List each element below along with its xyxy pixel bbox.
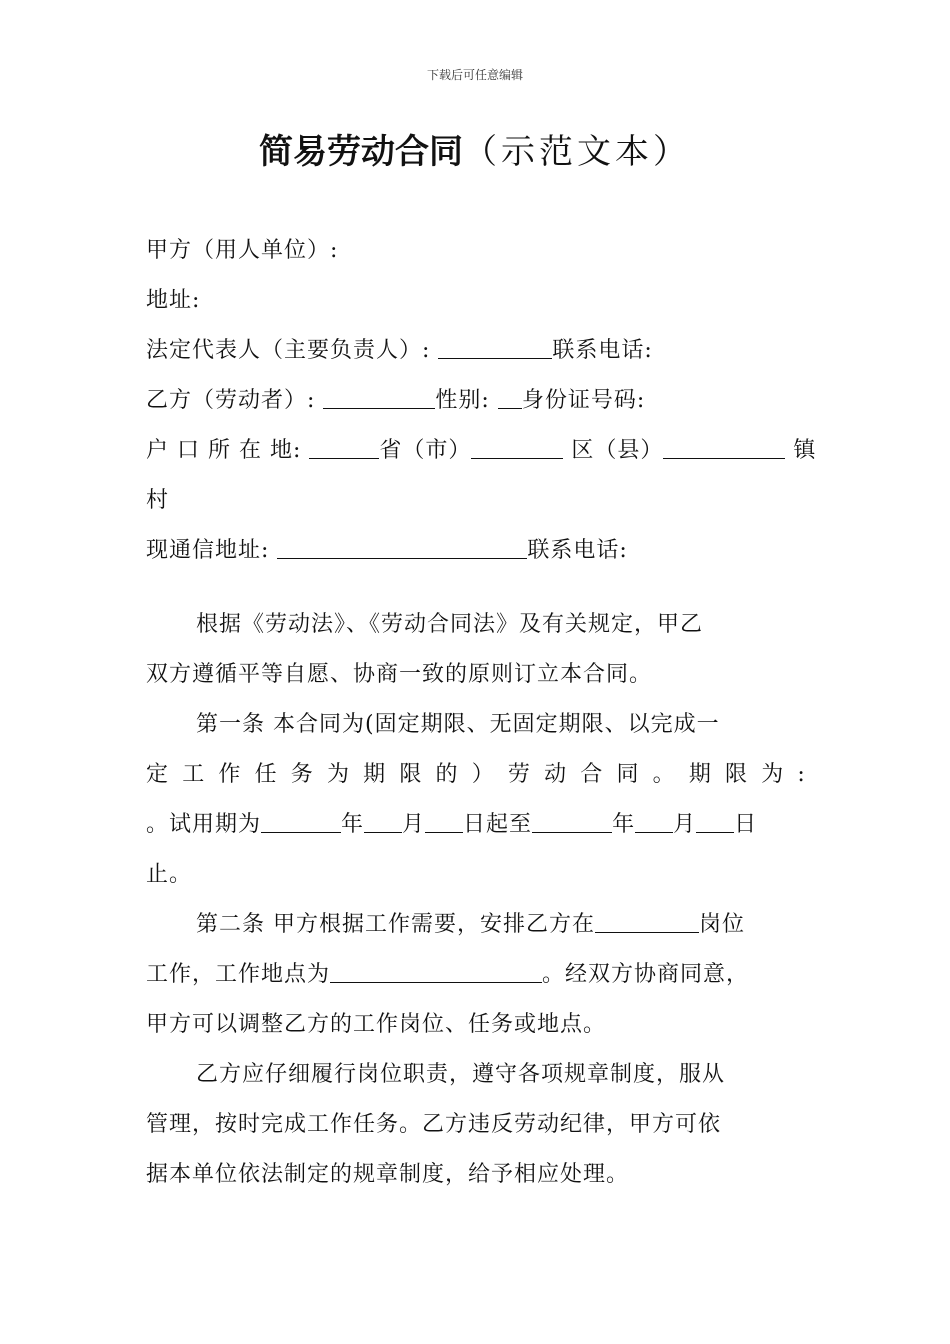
legal-rep-blank[interactable] xyxy=(438,332,552,359)
start-day-blank[interactable] xyxy=(425,806,463,833)
address-label: 地址: xyxy=(146,288,201,313)
legal-rep-label: 法定代表人（主要负责人）: xyxy=(146,338,431,363)
gender-label: 性别: xyxy=(435,388,490,413)
duty-line-1: 乙方应仔细履行岗位职责，遵守各项规章制度，服从 xyxy=(196,1062,726,1087)
spaced-char: 限 xyxy=(725,762,749,787)
spaced-char: 同 xyxy=(616,762,640,787)
end-day-blank[interactable] xyxy=(696,806,734,833)
header-note: 下载后可任意编辑 xyxy=(426,68,523,82)
province-blank[interactable] xyxy=(309,432,379,459)
spaced-char: 期 xyxy=(688,762,712,787)
duty-line-2: 管理，按时完成工作任务。乙方违反劳动纪律，甲方可依 xyxy=(146,1112,722,1137)
spaced-char: 任 xyxy=(254,762,278,787)
current-address-line xyxy=(146,526,806,576)
party-a-line xyxy=(146,226,806,276)
spaced-char: ） xyxy=(471,762,495,787)
party-b-line xyxy=(146,376,806,426)
workplace-blank[interactable] xyxy=(330,956,542,983)
spaced-char: 合 xyxy=(580,762,604,787)
spaced-char: 限 xyxy=(399,762,423,787)
spaced-char: 动 xyxy=(544,762,568,787)
village-line xyxy=(146,476,806,526)
province-label: 省（市） xyxy=(379,438,472,463)
spaced-char: 为 xyxy=(326,762,350,787)
phone2-label: 联系电话: xyxy=(527,538,628,563)
district-label: 区（县） xyxy=(571,438,664,463)
village-label: 村 xyxy=(146,488,170,513)
article2-text-b: 岗位 xyxy=(699,912,746,937)
position-blank[interactable] xyxy=(595,906,699,933)
duty-line-3: 据本单位依法制定的规章制度，给予相应处理。 xyxy=(146,1162,630,1187)
spaced-char: 工 xyxy=(182,762,206,787)
current-address-blank[interactable] xyxy=(277,532,527,559)
preamble-line-2: 双方遵循平等自愿、协商一致的原则订立本合同。 xyxy=(146,662,653,687)
spaced-char: 作 xyxy=(218,762,242,787)
party-b-blank[interactable] xyxy=(323,382,435,409)
town-label: 镇 xyxy=(793,438,817,463)
spaced-char: : xyxy=(797,762,806,787)
phone-label: 联系电话: xyxy=(552,338,653,363)
article2-line-2 xyxy=(146,950,806,1000)
current-address-label: 现通信地址: xyxy=(146,538,270,563)
district-blank[interactable] xyxy=(471,432,563,459)
end-month-blank[interactable] xyxy=(635,806,673,833)
town-blank[interactable] xyxy=(663,432,785,459)
address-line xyxy=(146,276,806,326)
start-month-blank[interactable] xyxy=(364,806,402,833)
id-number-label: 身份证号码: xyxy=(521,388,646,413)
start-day-label: 日起至 xyxy=(463,812,533,837)
article1-line-1: 第一条 本合同为(固定期限、无固定期限、以完成一 xyxy=(196,712,720,737)
document-title xyxy=(0,128,950,176)
article2-text-a: 第二条 甲方根据工作需要，安排乙方在 xyxy=(196,912,595,937)
article1-line-2 xyxy=(146,750,806,800)
spaced-char: 定 xyxy=(146,762,170,787)
end-month-label: 月 xyxy=(673,812,697,837)
probation-label: 。试用期为 xyxy=(146,812,262,837)
spaced-char: 为 xyxy=(761,762,785,787)
hukou-line xyxy=(146,426,817,476)
start-month-label: 月 xyxy=(402,812,426,837)
end-year-label: 年 xyxy=(612,812,636,837)
title-main: 简易劳动合同 xyxy=(259,132,463,172)
preamble-line-1: 根据《劳动法》、《劳动合同法》及有关规定，甲乙 xyxy=(196,612,704,637)
article1-line-3 xyxy=(146,800,806,850)
party-b-label: 乙方（劳动者）: xyxy=(146,388,316,413)
spaced-char: 劳 xyxy=(507,762,531,787)
spaced-char: 。 xyxy=(652,762,676,787)
spaced-char: 的 xyxy=(435,762,459,787)
start-year-label: 年 xyxy=(341,812,365,837)
article2-line-3: 甲方可以调整乙方的工作岗位、任务或地点。 xyxy=(146,1012,607,1037)
end-year-blank[interactable] xyxy=(532,806,612,833)
workplace-label: 工作，工作地点为 xyxy=(146,962,331,987)
spaced-char: 期 xyxy=(363,762,387,787)
article2-text-c: 。经双方协商同意， xyxy=(542,962,750,987)
end-day-label: 日 xyxy=(734,812,758,837)
title-sub: （示范文本） xyxy=(463,132,691,172)
spaced-char: 务 xyxy=(290,762,314,787)
article2-line-1 xyxy=(146,900,806,950)
article1-line-4: 止。 xyxy=(146,862,193,887)
legal-rep-line xyxy=(146,326,806,376)
party-a-label: 甲方（用人单位）: xyxy=(146,238,339,263)
start-year-blank[interactable] xyxy=(261,806,341,833)
gender-blank[interactable] xyxy=(498,382,522,409)
hukou-label: 户 口 所 在 地: xyxy=(146,438,302,463)
